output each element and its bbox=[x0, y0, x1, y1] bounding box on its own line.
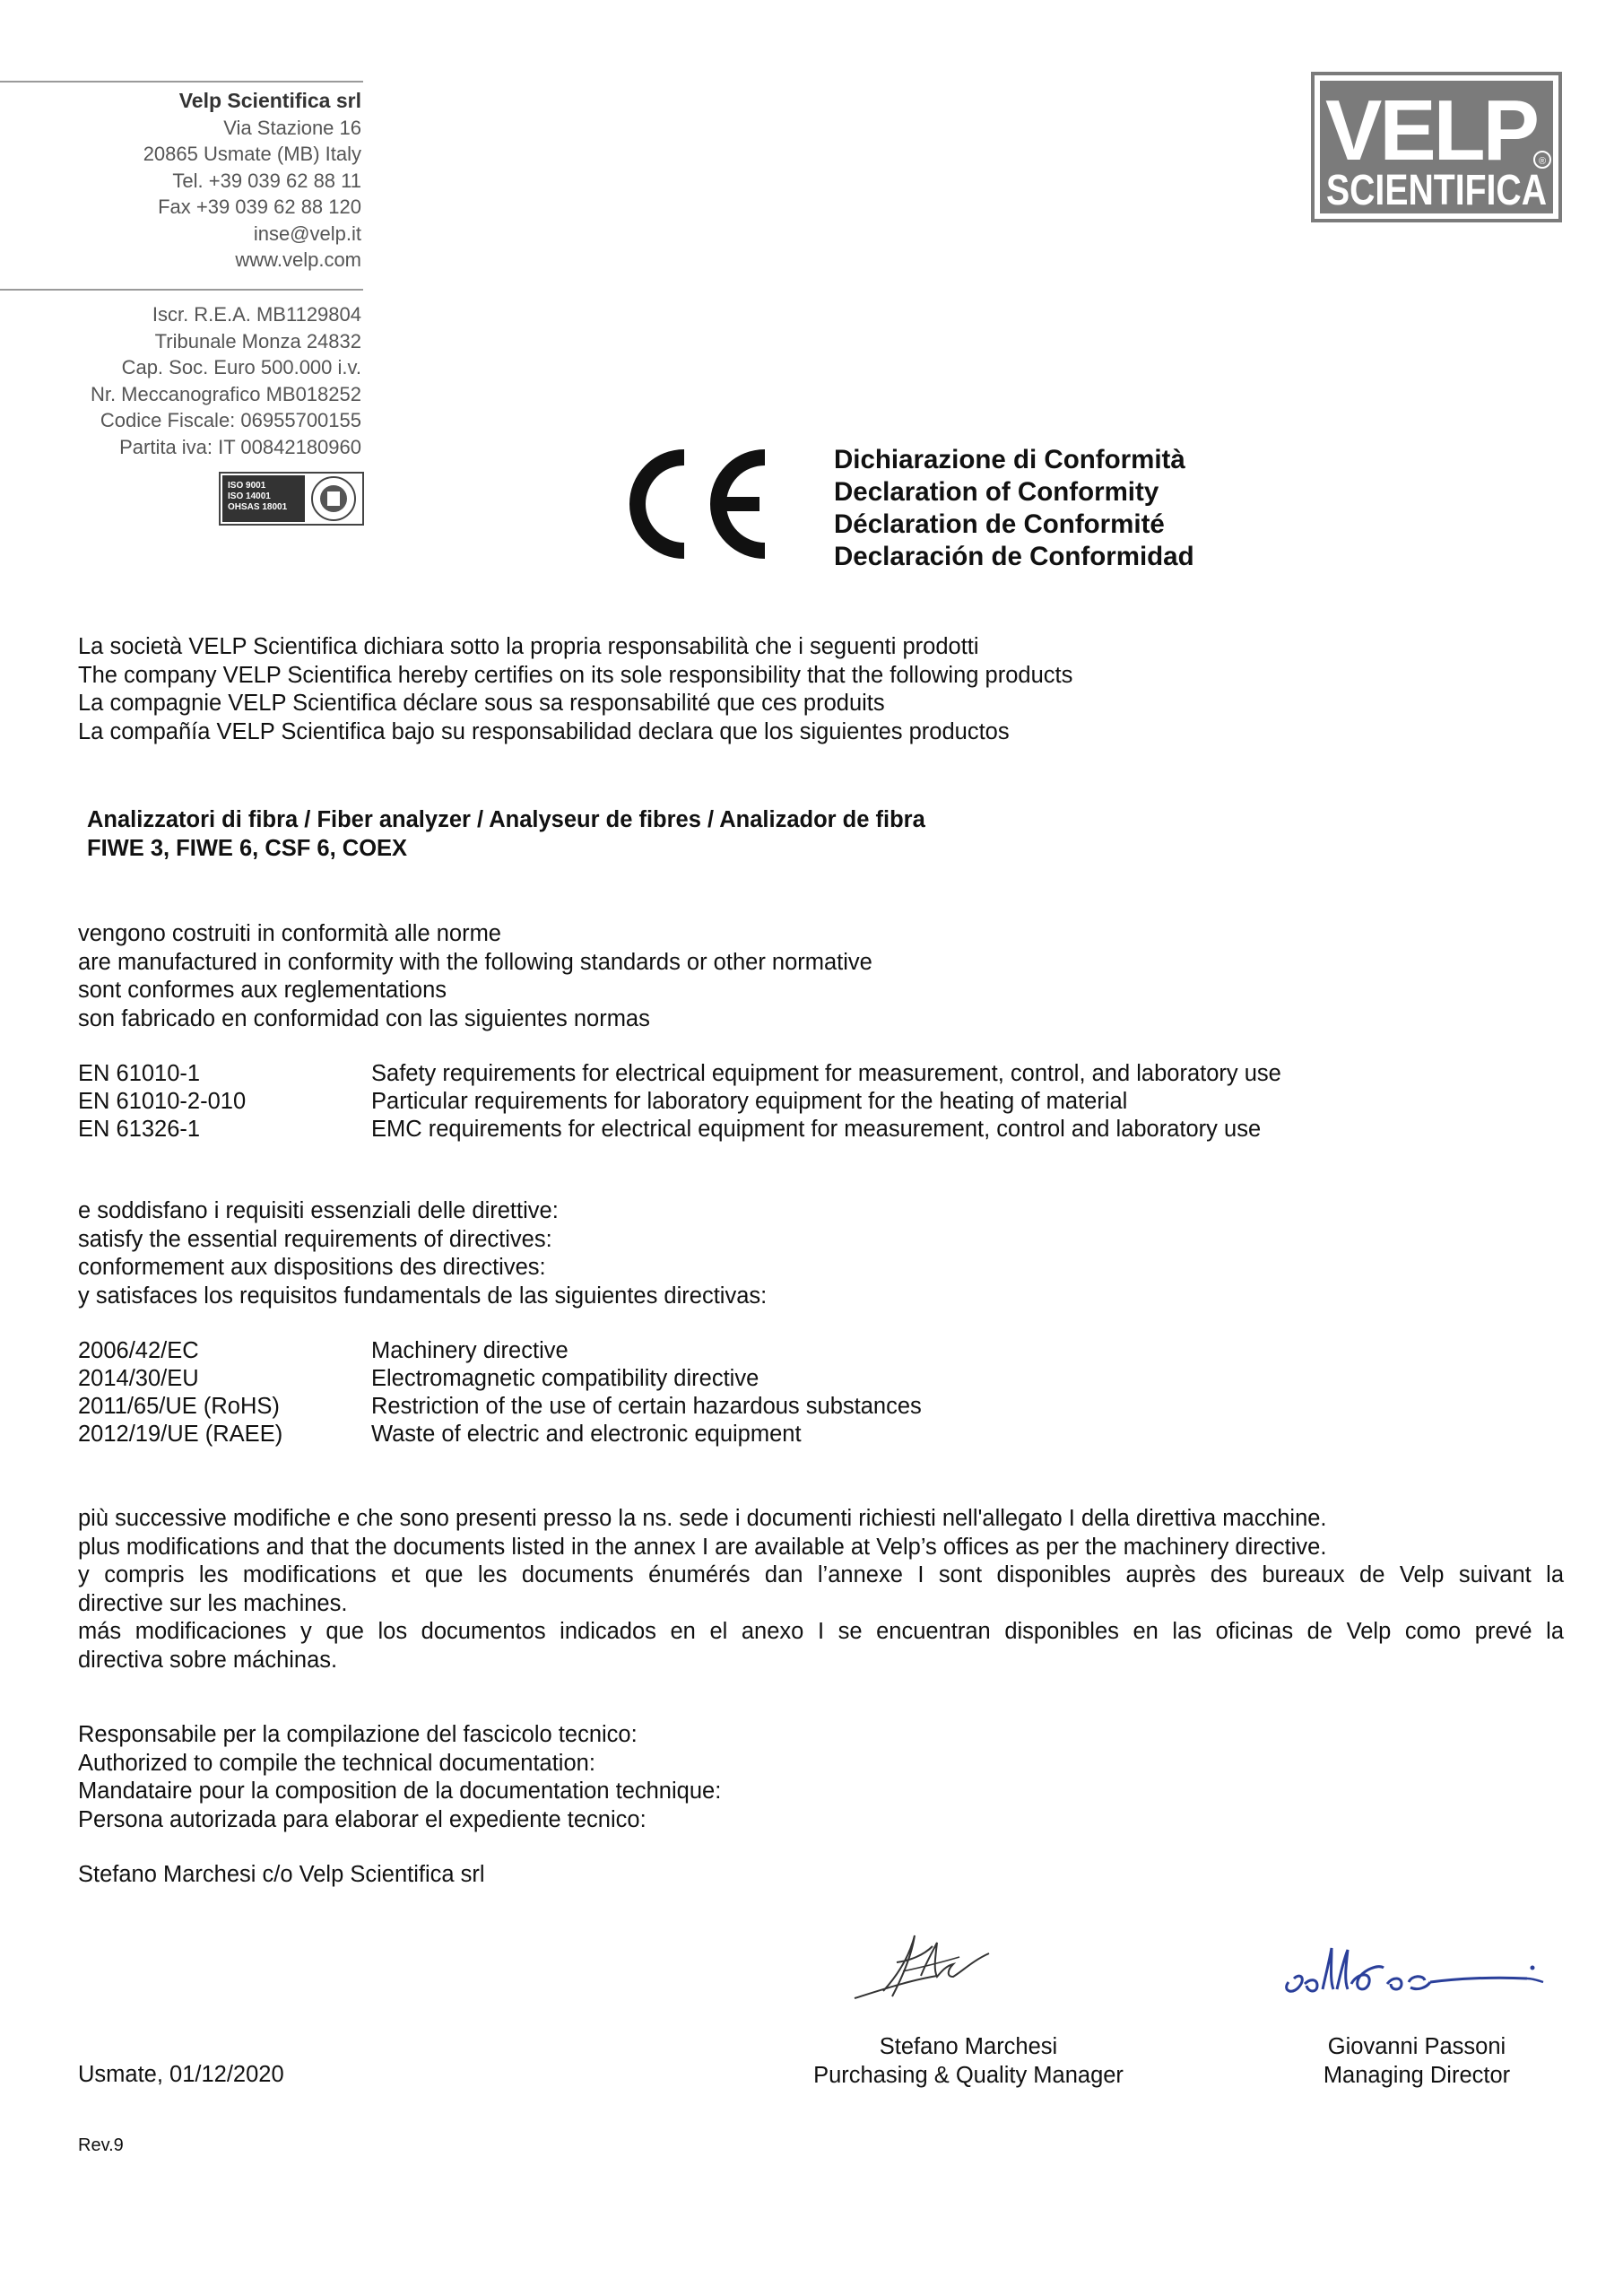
directive-row bbox=[78, 1337, 568, 1366]
directive-description: Restriction of the use of certain hazardous substances bbox=[371, 1394, 922, 1419]
signature-stefano-marchesi bbox=[847, 1926, 1000, 2007]
product-type: Analizzatori di fibra / Fiber analyzer / Analyseur de fibres / Analizador de fibra bbox=[87, 807, 925, 832]
intro-line-en: The company VELP Scientifica hereby certifies on its sole responsibility that the following products bbox=[78, 662, 1073, 688]
product-models: FIWE 3, FIWE 6, CSF 6, COEX bbox=[87, 836, 408, 861]
responsible-intro-es: Persona autorizada para elaborar el expediente tecnico: bbox=[78, 1806, 647, 1832]
modifications-it: più successive modifiche e che sono presenti presso la ns. sede i documenti richiesti nell'allegato I della direttiva macchine. bbox=[78, 1506, 1327, 1531]
iso-certification-badge bbox=[219, 472, 364, 526]
standard-row bbox=[78, 1116, 1261, 1144]
place-date-text: Usmate, 01/12/2020 bbox=[78, 2062, 284, 2087]
signatory-block bbox=[1282, 2032, 1551, 2090]
directive-description: Machinery directive bbox=[371, 1338, 568, 1363]
directive-description: Electromagnetic compatibility directive bbox=[371, 1366, 759, 1391]
velp-scientifica-logo bbox=[1311, 72, 1562, 222]
company-email: inse@velp.it bbox=[253, 222, 361, 245]
standard-row bbox=[78, 1060, 1281, 1089]
modifications-es-line1: más modificaciones y que los documentos indicados en el anexo I se encuentran disponibles en las oficinas de Velp como prevé la bbox=[78, 1619, 1564, 1644]
intro-line-fr: La compagnie VELP Scientifica déclare sous sa responsabilité que ces produits bbox=[78, 691, 885, 716]
standards-intro-it: vengono costruiti in conformità alle norme bbox=[78, 921, 501, 946]
company-address-line: Via Stazione 16 bbox=[223, 116, 361, 139]
directives-intro-es: y satisfaces los requisitos fundamentals de las siguientes directivas: bbox=[78, 1283, 768, 1309]
signatory-block bbox=[789, 2032, 1148, 2090]
responsible-person-text: Stefano Marchesi c/o Velp Scientifica srl bbox=[78, 1862, 485, 1887]
registry-line: Iscr. R.E.A. MB1129804 bbox=[152, 303, 361, 326]
standard-description: Particular requirements for laboratory equipment for the heating of material bbox=[371, 1089, 1128, 1114]
declaration-titles bbox=[834, 444, 1194, 573]
logo-text-velp: VELP bbox=[1325, 83, 1537, 178]
declaration-title-en: Declaration of Conformity bbox=[834, 477, 1159, 507]
standards-intro-fr: sont conformes aux reglementations bbox=[78, 978, 447, 1003]
intro-paragraph bbox=[78, 633, 1072, 746]
company-address-line: 20865 Usmate (MB) Italy bbox=[143, 143, 361, 165]
standards-intro-en: are manufactured in conformity with the following standards or other normative bbox=[78, 949, 872, 975]
place-date bbox=[78, 2061, 284, 2090]
modifications-en: plus modifications and that the documents listed in the annex I are available at Velp’s offices as per the machinery directive. bbox=[78, 1534, 1327, 1560]
company-address-block bbox=[0, 88, 361, 274]
modifications-es-line2: directiva sobre máchinas. bbox=[78, 1647, 338, 1673]
standards-intro-es: son fabricado en conformidad con las siguientes normas bbox=[78, 1005, 650, 1031]
directives-intro-fr: conformement aux dispositions des directives: bbox=[78, 1255, 546, 1280]
signatory-title: Purchasing & Quality Manager bbox=[813, 2063, 1124, 2088]
directive-row bbox=[78, 1421, 802, 1449]
company-phone: Tel. +39 039 62 88 11 bbox=[172, 169, 361, 192]
standard-code: EN 61010-2-010 bbox=[78, 1089, 247, 1114]
company-website: www.velp.com bbox=[235, 248, 361, 271]
cert-iso-9001: ISO 9001 bbox=[228, 481, 266, 491]
registry-line: Partita iva: IT 00842180960 bbox=[119, 435, 361, 458]
standard-row bbox=[78, 1088, 1127, 1117]
registry-line: Tribunale Monza 24832 bbox=[154, 329, 361, 352]
declaration-title-it: Dichiarazione di Conformità bbox=[834, 445, 1185, 474]
ce-mark-icon bbox=[623, 439, 780, 574]
modifications-paragraph bbox=[78, 1505, 1564, 1674]
responsible-intro-it: Responsabile per la compilazione del fascicolo tecnico: bbox=[78, 1722, 638, 1747]
signatory-title: Managing Director bbox=[1323, 2063, 1511, 2088]
signature-giovanni-passoni bbox=[1278, 1937, 1556, 2000]
header-top-rule bbox=[0, 81, 363, 83]
registered-mark: ® bbox=[1538, 156, 1547, 167]
responsible-intro-en: Authorized to compile the technical documentation: bbox=[78, 1750, 595, 1776]
standard-code: EN 61326-1 bbox=[78, 1117, 201, 1142]
logo-text-scientifica: SCIENTIFICA bbox=[1326, 167, 1547, 214]
registry-line: Nr. Meccanografico MB018252 bbox=[90, 382, 361, 405]
directives-intro bbox=[78, 1197, 767, 1310]
responsible-intro bbox=[78, 1721, 721, 1834]
declaration-title-fr: Déclaration de Conformité bbox=[834, 509, 1165, 539]
responsible-person bbox=[78, 1861, 485, 1890]
cert-ohsas-18001: OHSAS 18001 bbox=[228, 502, 288, 512]
standard-description: Safety requirements for electrical equipment for measurement, control, and laboratory use bbox=[371, 1061, 1281, 1086]
header-middle-rule bbox=[0, 289, 363, 291]
declaration-title-es: Declaración de Conformidad bbox=[834, 542, 1194, 571]
responsible-intro-fr: Mandataire pour la composition de la documentation technique: bbox=[78, 1779, 722, 1804]
directives-intro-en: satisfy the essential requirements of directives: bbox=[78, 1226, 552, 1252]
modifications-fr-line1: y compris les modifications et que les documents énumérés dan l’annexe I sont disponibles auprès des bureaux de Velp suivant la bbox=[78, 1562, 1564, 1587]
standards-intro bbox=[78, 920, 872, 1033]
intro-line-es: La compañía VELP Scientifica bajo su responsabilidad declara que los siguientes productos bbox=[78, 718, 1010, 744]
registry-line: Codice Fiscale: 06955700155 bbox=[100, 409, 361, 431]
company-fax: Fax +39 039 62 88 120 bbox=[158, 196, 361, 218]
signatory-name: Giovanni Passoni bbox=[1327, 2034, 1506, 2059]
company-registry-block bbox=[0, 301, 361, 460]
directive-code: 2011/65/UE (RoHS) bbox=[78, 1394, 280, 1419]
registry-line: Cap. Soc. Euro 500.000 i.v. bbox=[121, 356, 361, 378]
directive-description: Waste of electric and electronic equipment bbox=[371, 1422, 802, 1447]
cert-iso-14001: ISO 14001 bbox=[228, 491, 271, 501]
directive-code: 2014/30/EU bbox=[78, 1366, 199, 1391]
signatory-name: Stefano Marchesi bbox=[879, 2034, 1058, 2059]
standard-code: EN 61010-1 bbox=[78, 1061, 201, 1086]
revision-label: Rev.9 bbox=[78, 2135, 124, 2155]
directive-code: 2006/42/EC bbox=[78, 1338, 199, 1363]
standard-description: EMC requirements for electrical equipment for measurement, control and laboratory use bbox=[371, 1117, 1262, 1142]
directive-row bbox=[78, 1365, 759, 1394]
directives-intro-it: e soddisfano i requisiti essenziali delle direttive: bbox=[78, 1198, 559, 1223]
modifications-fr-line2: directive sur les machines. bbox=[78, 1590, 348, 1616]
company-name: Velp Scientifica srl bbox=[178, 89, 361, 112]
directive-row bbox=[78, 1393, 922, 1422]
intro-line-it: La società VELP Scientifica dichiara sotto la propria responsabilità che i seguenti prodotti bbox=[78, 634, 979, 659]
directive-code: 2012/19/UE (RAEE) bbox=[78, 1422, 283, 1447]
product-block bbox=[87, 805, 925, 863]
